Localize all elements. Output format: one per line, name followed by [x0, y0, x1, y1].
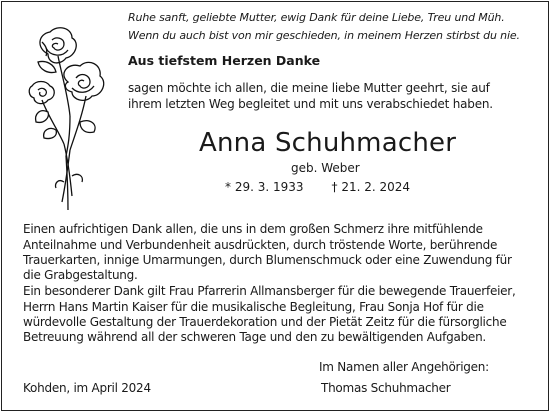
maiden-name: geb. Weber [291, 161, 360, 175]
intro-line-1: sagen möchte ich allen, die meine liebe Mutter geehrt, sie auf [128, 81, 490, 95]
death-date: † 21. 2. 2024 [331, 180, 411, 194]
paragraph-2-line-2: Herrn Hans Martin Kaiser für die musikalische Begleitung, Frau Sonja Hof für die [23, 300, 484, 314]
rose-icon [28, 26, 128, 212]
verse-line-2: Wenn du auch bist von mir geschieden, in meinem Herzen stirbst du nie. [128, 29, 520, 42]
paragraph-2-line-1: Ein besonderer Dank gilt Frau Pfarrerin Allmansberger für die bewegende Trauerfeier, [23, 284, 516, 298]
paragraph-2-line-4: Betreuung während all der schweren Tage und den zu bewältigenden Aufgaben. [23, 330, 486, 344]
thanks-heading: Aus tiefstem Herzen Danke [128, 53, 321, 68]
life-dates [225, 180, 410, 194]
on-behalf-line: Im Namen aller Angehörigen: [319, 360, 489, 374]
paragraph-1-line-4: die Grabgestaltung. [23, 268, 138, 282]
paragraph-2-line-3: würdevolle Gestaltung der Trauerdekoration und der Pietät Zeitz für die fürsorgliche [23, 315, 507, 329]
paragraph-1-line-1: Einen aufrichtigen Dank allen, die uns in dem großen Schmerz ihre mitfühlende [23, 222, 483, 236]
signer-name: Thomas Schuhmacher [321, 381, 451, 395]
verse-line-1: Ruhe sanft, geliebte Mutter, ewig Dank für deine Liebe, Treu und Müh. [128, 11, 505, 24]
place-date: Kohden, im April 2024 [23, 381, 151, 395]
paragraph-1-line-2: Anteilnahme und Verbundenheit ausdrückten, durch tröstende Worte, berührende [23, 238, 498, 252]
intro-line-2: ihrem letzten Weg begleitet und mit uns verabschiedet haben. [128, 97, 493, 111]
paragraph-1-line-3: Trauerkarten, innige Umarmungen, durch Blumenschmuck oder eine Zuwendung für [23, 253, 512, 267]
deceased-name: Anna Schuhmacher [199, 128, 457, 158]
birth-date: * 29. 3. 1933 [225, 180, 304, 194]
